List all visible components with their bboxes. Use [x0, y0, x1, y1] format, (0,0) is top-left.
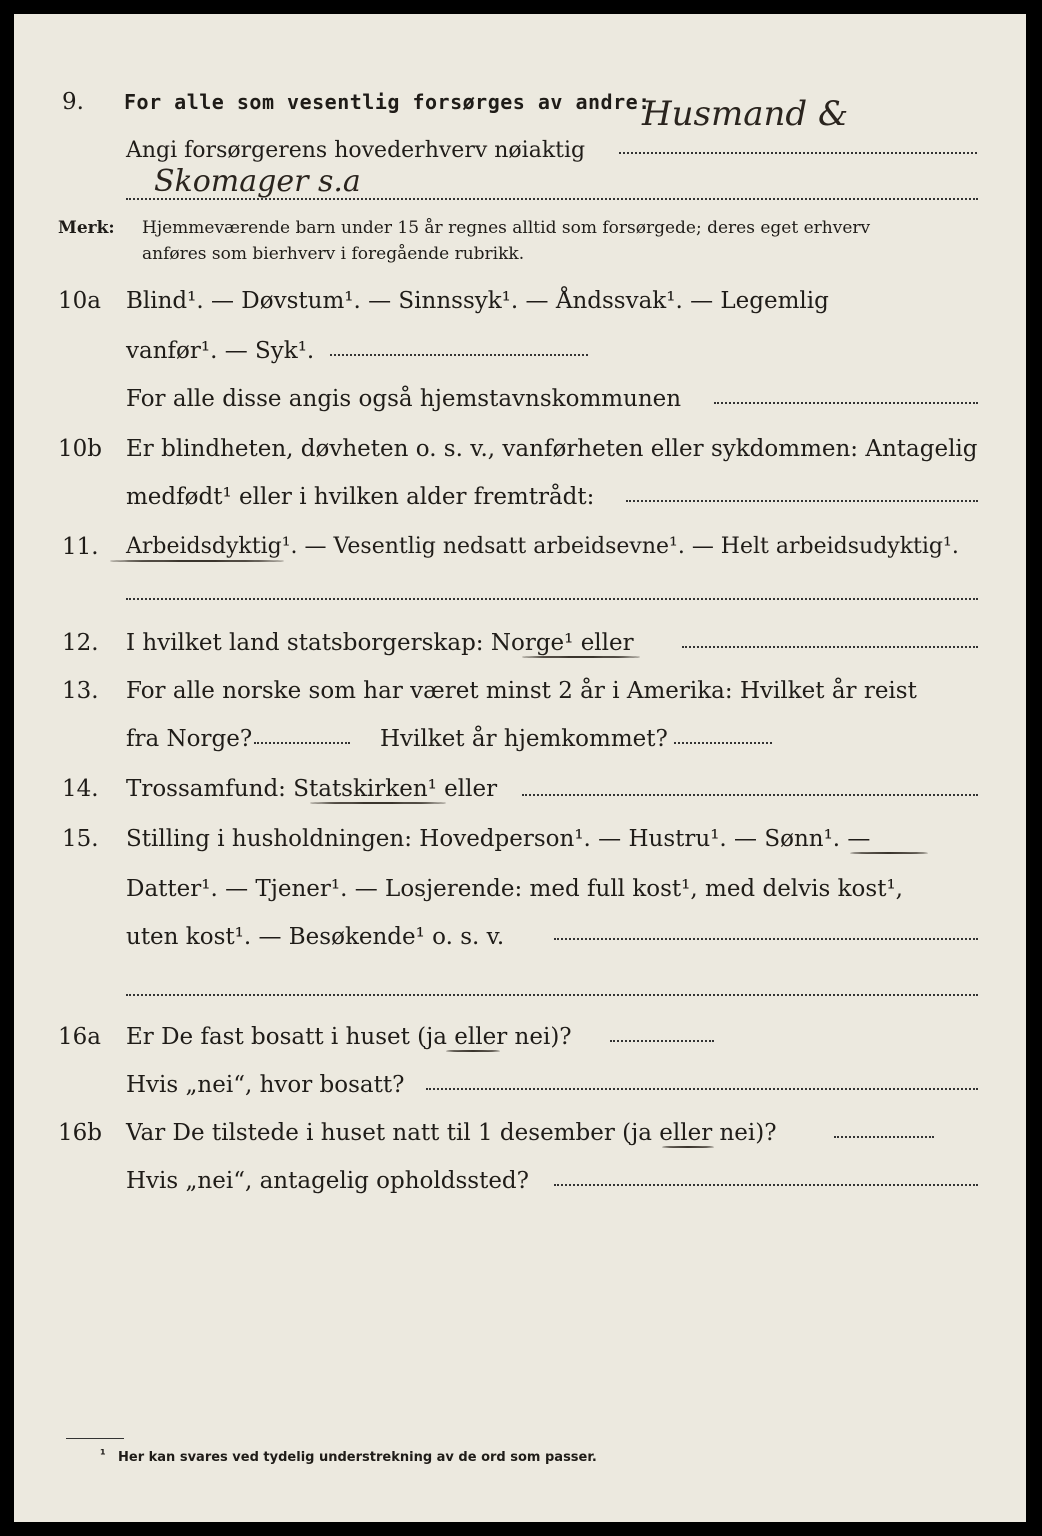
q12-line1: I hvilket land statsborgerskap: Norge¹ eller: [126, 630, 634, 656]
handwritten-underline: [850, 852, 928, 854]
q15-line1: Stilling i husholdningen: Hovedperson¹. — Hustru¹. — Sønn¹. —: [126, 826, 871, 852]
answer-line: [626, 500, 978, 502]
answer-line: [254, 742, 350, 744]
handwritten-underline: [662, 1146, 714, 1148]
answer-line: [674, 742, 772, 744]
answer-line: [682, 646, 978, 648]
answer-line: [834, 1136, 934, 1138]
question-number: 15.: [62, 826, 99, 852]
question-number: 12.: [62, 630, 99, 656]
q11-line1: Arbeidsdyktig¹. — Vesentlig nedsatt arbeidsevne¹. — Helt arbeidsudyktig¹.: [126, 534, 959, 559]
q9-handwritten-answer2: Skomager s.a: [154, 164, 361, 199]
handwritten-underline: [446, 1050, 500, 1052]
footnote-text: Her kan svares ved tydelig understrekning av de ord som passer.: [118, 1450, 597, 1465]
q10a-line2: vanfør¹. — Syk¹.: [126, 338, 315, 364]
answer-line: [619, 152, 977, 154]
q9-handwritten-answer1: Husmand &: [642, 94, 849, 134]
q10b-line2: medfødt¹ eller i hvilken alder fremtrådt:: [126, 484, 595, 510]
footnote-mark: ¹: [100, 1448, 106, 1463]
footnote-rule: [66, 1438, 124, 1439]
q16b-line1: Var De tilstede i huset natt til 1 desember (ja eller nei)?: [126, 1120, 777, 1146]
answer-line: [426, 1088, 978, 1090]
q13-line1: For alle norske som har været minst 2 år i Amerika: Hvilket år reist: [126, 678, 917, 704]
answer-line: [330, 354, 588, 356]
q10a-line1: Blind¹. — Døvstum¹. — Sinnssyk¹. — Åndssvak¹. — Legemlig: [126, 288, 829, 314]
q9-line1: For alle som vesentlig forsørges av andre:: [124, 90, 651, 114]
question-number: 11.: [62, 534, 99, 560]
question-number: 13.: [62, 678, 99, 704]
answer-line: [126, 994, 978, 996]
q10b-line1: Er blindheten, døvheten o. s. v., vanførheten eller sykdommen: Antagelig: [126, 436, 978, 462]
q16a-line1: Er De fast bosatt i huset (ja eller nei)?: [126, 1024, 572, 1050]
q10a-line3: For alle disse angis også hjemstavnskommunen: [126, 386, 682, 412]
merk-line2: anføres som bierhverv i foregående rubrikk.: [142, 244, 525, 264]
handwritten-underline: [110, 560, 284, 562]
q16a-line2: Hvis „nei“, hvor bosatt?: [126, 1072, 405, 1098]
question-number: 16a: [58, 1024, 101, 1050]
answer-line: [554, 938, 978, 940]
q16b-line2: Hvis „nei“, antagelig opholdssted?: [126, 1168, 529, 1194]
answer-line: [714, 402, 978, 404]
question-number: 16b: [58, 1120, 102, 1146]
census-form-page: [14, 14, 1026, 1522]
q14-line1: Trossamfund: Statskirken¹ eller: [126, 776, 498, 802]
q15-line2: Datter¹. — Tjener¹. — Losjerende: med full kost¹, med delvis kost¹,: [126, 876, 903, 902]
question-number: 10a: [58, 288, 101, 314]
answer-line: [522, 794, 978, 796]
handwritten-underline: [310, 802, 446, 804]
merk-label: Merk:: [58, 218, 115, 238]
merk-line1: Hjemmeværende barn under 15 år regnes alltid som forsørgede; deres eget erhverv: [142, 218, 871, 238]
question-number: 10b: [58, 436, 102, 462]
q15-line3: uten kost¹. — Besøkende¹ o. s. v.: [126, 924, 505, 950]
answer-line: [126, 198, 978, 200]
q13-line2b: Hvilket år hjemkommet?: [380, 726, 668, 752]
q13-line2a: fra Norge?: [126, 726, 253, 752]
answer-line: [554, 1184, 978, 1186]
answer-line: [126, 598, 978, 600]
question-number: 9.: [62, 89, 84, 115]
answer-line: [610, 1040, 714, 1042]
question-number: 14.: [62, 776, 99, 802]
q9-line2: Angi forsørgerens hovederhverv nøiaktig: [126, 138, 586, 163]
handwritten-underline: [522, 656, 640, 658]
